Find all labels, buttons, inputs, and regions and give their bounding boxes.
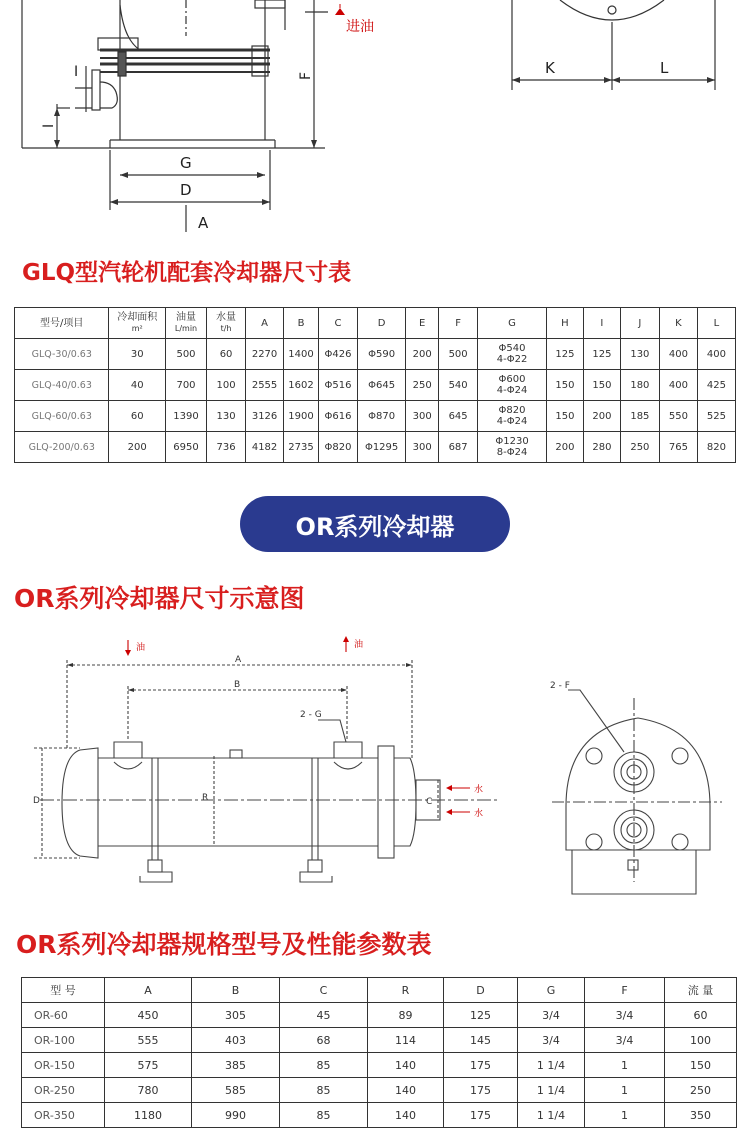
header-cell: C (318, 308, 357, 339)
header-cell: C (280, 978, 368, 1003)
water-in-label: 水 (474, 785, 484, 795)
header-cell: K (659, 308, 697, 339)
table-row: OR-150 575 385 85 140 175 1 1/4 1 150 (22, 1053, 737, 1078)
table-row: OR-250 780 585 85 140 175 1 1/4 1 250 (22, 1078, 737, 1103)
dim-d: D (180, 181, 192, 199)
or-diagram-title: OR系列冷却器尺寸示意图 (14, 584, 305, 613)
water-out-label: 水 (474, 809, 484, 819)
header-cell: 冷却面积 m² (109, 308, 165, 339)
header-cell: H (546, 308, 583, 339)
or-dim-c: C (426, 797, 433, 807)
table-row: OR-350 1180 990 85 140 175 1 1/4 1 350 (22, 1103, 737, 1128)
header-cell: 油量 L/min (165, 308, 206, 339)
glq-table-title: GLQ型汽轮机配套冷却器尺寸表 (22, 260, 352, 286)
or-dim-d: D (33, 796, 40, 806)
header-cell: B (284, 308, 319, 339)
header-cell: D (444, 978, 518, 1003)
header-cell: 型 号 (22, 978, 105, 1003)
header-cell: I (583, 308, 620, 339)
table-row: OR-60 450 305 45 89 125 3/4 3/4 60 (22, 1003, 737, 1028)
header-cell: G (478, 308, 547, 339)
table-row: GLQ-60/0.63 60 1390 130 3126 1900 Φ616 Φ870 300 645 Φ820 4-Φ24 150 200 185 550 525 (15, 401, 736, 432)
table-header-row (22, 978, 737, 1003)
header-cell: A (105, 978, 192, 1003)
or-dim-a: A (235, 655, 242, 665)
dim-e: I (41, 123, 57, 128)
header-cell: D (357, 308, 405, 339)
glq-dimension-drawing (0, 0, 750, 240)
header-cell: R (368, 978, 444, 1003)
dim-a: A (198, 214, 209, 232)
oil-in-label: 油 (354, 640, 364, 650)
dim-l: L (660, 59, 669, 77)
header-cell: F (585, 978, 665, 1003)
header-cell: G (518, 978, 585, 1003)
header-cell: 型号/项目 (15, 308, 109, 339)
dim-f: F (298, 71, 314, 80)
oil-out-label: 油 (136, 643, 146, 653)
or-dimension-drawing (0, 620, 750, 910)
table-row: OR-100 555 403 68 114 145 3/4 3/4 100 (22, 1028, 737, 1053)
or-series-banner: OR系列冷却器 (240, 496, 510, 552)
or-spec-title: OR系列冷却器规格型号及性能参数表 (16, 930, 432, 959)
table-row: GLQ-40/0.63 40 700 100 2555 1602 Φ516 Φ645 250 540 Φ600 4-Φ24 150 150 180 400 425 (15, 370, 736, 401)
or-dim-2f: 2 - F (550, 681, 570, 691)
or-spec-table (21, 977, 737, 1128)
glq-dimension-table (14, 307, 736, 463)
header-cell: L (697, 308, 735, 339)
header-cell: F (439, 308, 478, 339)
or-dim-b: B (234, 680, 241, 690)
table-row: GLQ-200/0.63 200 6950 736 4182 2735 Φ820 Φ1295 300 687 Φ1230 8-Φ24 200 280 250 765 820 (15, 432, 736, 463)
table-header-row (15, 308, 736, 339)
dim-g: G (180, 154, 192, 172)
oil-inlet-label: 进油 (346, 19, 374, 35)
header-cell: 流 量 (665, 978, 737, 1003)
header-cell: J (620, 308, 659, 339)
header-cell: 水量 t/h (207, 308, 246, 339)
table-row: GLQ-30/0.63 30 500 60 2270 1400 Φ426 Φ590 200 500 Φ540 4-Φ22 125 125 130 400 400 (15, 339, 736, 370)
header-cell: A (246, 308, 284, 339)
dim-i: I (74, 64, 79, 80)
or-dim-r: R (202, 793, 209, 803)
or-dim-2g: 2 - G (300, 710, 322, 720)
header-cell: E (406, 308, 439, 339)
header-cell: B (192, 978, 280, 1003)
dim-k: K (545, 59, 555, 77)
